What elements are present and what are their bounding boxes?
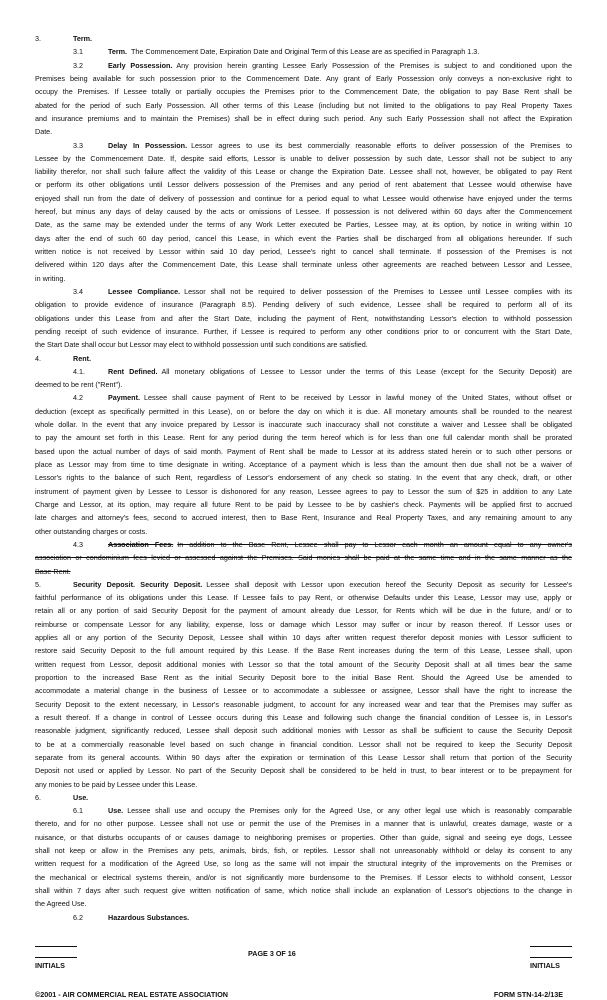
paragraph-line bbox=[35, 511, 572, 524]
paragraph-line bbox=[35, 724, 572, 737]
paragraph-line bbox=[35, 658, 572, 671]
paragraph-text: a result thereof. If a change in control of Lessee occurs during this Lease and following such change the financial condition of Lessee is, in Lessor's bbox=[35, 712, 572, 722]
paragraph-line bbox=[35, 458, 572, 471]
section-number: 6.1 bbox=[73, 806, 83, 816]
paragraph-text: restore said Security Deposit to the full amount required by this Lease. If the Base Rent increases during the term of this Lease, Lessee shall, upon bbox=[35, 646, 572, 656]
paragraph-text: enjoyed shall run from the date of delivery of possession and continue for a period equal to what Lessee would otherwise have enjoyed under the terms bbox=[35, 193, 572, 203]
paragraph-text: thereto, and for no other purpose. Lessee shall not use or permit the use of the Premises in a manner that is unlawful, creates damage, waste or a bbox=[35, 819, 572, 829]
paragraph-line bbox=[35, 631, 572, 644]
paragraph-line bbox=[35, 698, 572, 711]
paragraph-text: obligations under this Lease from and after the Start Date, including the payment of Rent, notwithstanding Lessor's election to withhold possession bbox=[35, 313, 572, 323]
paragraph-text: Premises being available for such possession prior to the Commencement Date. Any grant of Early Possession only conveys a non-exclusive right to bbox=[35, 73, 572, 83]
paragraph-line bbox=[35, 338, 572, 351]
paragraph-text: Lessor agrees to use its best commercially reasonable efforts to deliver possession of the Premises to bbox=[191, 140, 572, 150]
paragraph-text: Security Deposit to the extent necessary, in Lessor's reasonable judgment, to account for any increased wear and tear that the Premises may suffer as bbox=[35, 699, 572, 709]
paragraph-text: separate from its general accounts. Within 90 days after the expiration or termination of this Lease Lessor shall return that portion of the Security bbox=[35, 752, 572, 762]
paragraph-line bbox=[35, 751, 572, 764]
paragraph-text: Charge and Lessor, at its option, may require all future Rent to be paid by Lessee to be by cashier's check. Payments will be applied first to accrued bbox=[35, 499, 572, 509]
section-3-3 bbox=[35, 139, 572, 285]
paragraph-line bbox=[35, 272, 572, 285]
section-3-2 bbox=[35, 59, 572, 139]
paragraph-line bbox=[35, 471, 572, 484]
paragraph-first-line bbox=[35, 352, 572, 365]
paragraph-text: the Start Date shall occur but Lessor may elect to withhold possession until such conditions are satisfied. bbox=[35, 340, 368, 350]
paragraph-line bbox=[35, 684, 572, 697]
section-title: Delay In Possession. bbox=[108, 140, 188, 150]
paragraph-text: applies all or any portion of the Security Deposit, Lessee shall within 10 days after written request therefor deposit monies with Lessor sufficient to bbox=[35, 633, 572, 643]
section-4-1 bbox=[35, 365, 572, 392]
lease-document-body bbox=[35, 32, 572, 924]
section-title: Term. bbox=[108, 47, 128, 57]
section-number: 3.1 bbox=[73, 47, 83, 57]
paragraph-text: late charges and attorney's fees, second to accrued interest, then to Base Rent, Insurance and Real Property Taxes, and any remaining amount to any bbox=[35, 513, 572, 523]
section-title: Hazardous Substances. bbox=[108, 912, 190, 922]
paragraph-first-line bbox=[35, 139, 572, 152]
paragraph-line bbox=[35, 245, 572, 258]
section-title: Early Possession. bbox=[108, 60, 173, 70]
section-title: Use. bbox=[108, 806, 124, 816]
section-title: Term. bbox=[73, 34, 93, 43]
paragraph-line bbox=[35, 591, 572, 604]
paragraph-line bbox=[35, 431, 572, 444]
paragraph-line bbox=[35, 831, 572, 844]
section-5 bbox=[35, 578, 572, 791]
section-number: 3.3 bbox=[73, 140, 83, 150]
paragraph-first-line bbox=[35, 59, 572, 72]
paragraph-line bbox=[35, 525, 572, 538]
section-4 bbox=[35, 352, 572, 365]
paragraph-text: whole dollar. In the event that any invoice prepared by Lessor is inaccurate such inaccuracy shall not constitute a waiver and Lessee shall be obligated bbox=[35, 420, 572, 430]
paragraph-line bbox=[35, 99, 572, 112]
paragraph-line bbox=[35, 112, 572, 125]
paragraph-line bbox=[35, 72, 572, 85]
paragraph-text: reimburse or compensate Lessor for any liability, expense, loss or damage which Lessor may suffer or incur by reason thereof. If Lessor uses or bbox=[35, 619, 572, 629]
paragraph-line bbox=[35, 125, 572, 138]
section-number: 3. bbox=[35, 34, 41, 43]
section-number: 6.2 bbox=[73, 912, 83, 922]
paragraph-text: liability therefor, nor shall such failure affect the validity of this Lease or change the Expiration Date. Lessee shall not, however, be obligated to pay Rent bbox=[35, 167, 572, 177]
paragraph-text: written request from Lessor, deposit additional monies with Lessor so that the total amount of the Security Deposit shall at all times bear the same bbox=[35, 659, 572, 669]
paragraph-text: pending receipt of such evidence of insurance. Further, if Lessee is required to perform any other conditions prior to or concurrent with the Start Date, bbox=[35, 326, 572, 336]
paragraph-text: All monetary obligations of Lessee to Lessor under the terms of this Lease (except for the Security Deposit) are bbox=[161, 366, 572, 376]
paragraph-line bbox=[35, 817, 572, 830]
paragraph-line bbox=[35, 178, 572, 191]
section-number: 3.4 bbox=[73, 286, 83, 296]
section-number: 6. bbox=[35, 792, 41, 802]
paragraph-line bbox=[35, 205, 572, 218]
paragraph-text: written notice is not received by Lessor within said 10 day period, Lessee's right to cancel shall terminate. If possession of the Premises is not bbox=[35, 247, 572, 256]
paragraph-text: deduction (except as specifically permitted in this Lease), on or before the day on which it is due. All monetary amounts shall be rounded to the nearest bbox=[35, 406, 572, 416]
paragraph-text: Any provision herein granting Lessee Early Possession of the Premises is subject to and conditioned upon the bbox=[176, 60, 573, 70]
paragraph-text: days after the end of such 60 day period, cancel this Lease, in which event the Parties shall be discharged from all obligations hereunder. If such bbox=[35, 233, 572, 243]
paragraph-line bbox=[35, 565, 572, 578]
paragraph-first-line bbox=[35, 911, 572, 924]
paragraph-line bbox=[35, 778, 572, 791]
paragraph-text: Lessor shall not be required to deliver possession of the Premises to Lessee until Lessee complies with its bbox=[184, 286, 572, 296]
paragraph-line bbox=[35, 897, 572, 910]
paragraph-text: delivered within 120 days after the Commencement Date, this Lease shall terminate unless other agreements are reached between Lessor and Lessee, bbox=[35, 260, 572, 270]
initials-line-right bbox=[530, 946, 572, 947]
section-3-4 bbox=[35, 285, 572, 352]
paragraph-text: instrument of payment given by Lessee to Lessor is dishonored for any reason, Lessee agrees to pay to Lessor the sum of $25 in addition to any Late bbox=[35, 486, 572, 496]
section-number: 4. bbox=[35, 353, 41, 363]
paragraph-first-line bbox=[35, 538, 572, 551]
paragraph-line bbox=[35, 618, 572, 631]
section-6 bbox=[35, 791, 572, 804]
initials-line-left bbox=[35, 946, 77, 947]
paragraph-first-line bbox=[35, 45, 572, 58]
paragraph-text: association or condominium fees levied or assessed against the Premises. Said monies shall be paid at the same time and in the same manner as the bbox=[35, 553, 572, 563]
paragraph-line bbox=[35, 738, 572, 751]
paragraph-text: nuisance, or that disturbs occupants of or causes damage to neighboring premises or properties. Other than guide, signal and seeing eye dogs, Lessee bbox=[35, 832, 572, 842]
paragraph-text: abated for the period of such Early Possession. All other terms of this Lease (including but not limited to the obligations to pay Real Property Taxes bbox=[35, 100, 572, 110]
paragraph-text: other outstanding charges or costs. bbox=[35, 526, 148, 536]
paragraph-line bbox=[35, 405, 572, 418]
paragraph-line bbox=[35, 378, 572, 391]
paragraph-line bbox=[35, 445, 572, 458]
paragraph-line bbox=[35, 764, 572, 777]
paragraph-first-line bbox=[35, 391, 572, 404]
paragraph-text: accommodate a material change in the business of Lessee or to accommodate a sublessee or assignee, Lessor shall have the right to increase the bbox=[35, 686, 572, 696]
initials-line-right-2 bbox=[530, 957, 572, 958]
paragraph-text: In addition to the Base Rent, Lessee shall pay to Lessor each month an amount equal to any owner's bbox=[177, 539, 572, 549]
paragraph-text: Date, as the same may be extended under the terms of any Work Letter executed be Parties, Lessee may, at its option, by notice in writing within 10 bbox=[35, 220, 572, 230]
section-3 bbox=[35, 32, 572, 45]
paragraph-text: retain all or any portion of said Security Deposit for the payment of amount already due Lessor, for Rents which will be due in the future, and/ or to bbox=[35, 606, 572, 616]
section-4-2 bbox=[35, 391, 572, 537]
paragraph-text: any monies to be paid by Lessee under this Lease. bbox=[35, 779, 198, 789]
section-6-2 bbox=[35, 911, 572, 924]
paragraph-text: faithful performance of its obligations under this Lease. If Lessee fails to pay Rent, or otherwise Defaults under this Lease, Lessor may use, apply or bbox=[35, 593, 572, 603]
paragraph-line bbox=[35, 165, 572, 178]
section-number: 4.1. bbox=[73, 366, 85, 376]
section-4-3 bbox=[35, 538, 572, 578]
paragraph-text: obligation to provide evidence of insurance (Paragraph 8.5). Pending delivery of such evidence, Lessee shall be required to perform all of its bbox=[35, 300, 572, 310]
section-3-1 bbox=[35, 45, 572, 58]
paragraph-text: written request for a modification of the Agreed Use, so long as the same will not impair the structural integrity of the improvements on the Premises or bbox=[35, 859, 572, 869]
section-title: Use. bbox=[73, 792, 89, 802]
paragraph-first-line bbox=[35, 804, 572, 817]
initials-line-left-2 bbox=[35, 957, 77, 958]
paragraph-text: The Commencement Date, Expiration Date and Original Term of this Lease are as specified in Paragraph 1.3. bbox=[131, 47, 480, 57]
paragraph-text: or perform its other obligations until Lessor delivers possession of the Premises and any period of rent abatement that Lessee would otherwise have bbox=[35, 180, 572, 190]
section-title: Lessee Compliance. bbox=[108, 286, 181, 296]
paragraph-line bbox=[35, 671, 572, 684]
paragraph-line bbox=[35, 85, 572, 98]
paragraph-line bbox=[35, 152, 572, 165]
section-title: Association Fees. bbox=[108, 539, 174, 549]
paragraph-text: occupy the Premises. If Lessee totally or partially occupies the Premises prior to the Commencement Date, the obligation to pay Base Rent shall be bbox=[35, 87, 572, 97]
paragraph-line bbox=[35, 604, 572, 617]
paragraph-text: the mechanical or electrical systems therein, and/or is not significantly more burdensome to the Premises. If Lessor elects to withhold consent, Lessor bbox=[35, 872, 572, 882]
section-title: Security Deposit. Security Deposit. bbox=[73, 579, 203, 589]
paragraph-line bbox=[35, 844, 572, 857]
copyright-notice: ©2001 - AIR COMMERCIAL REAL ESTATE ASSOCIATION bbox=[35, 990, 228, 999]
paragraph-text: Base Rent. bbox=[35, 566, 71, 576]
form-number: FORM STN-14-2/13E bbox=[493, 990, 563, 999]
paragraph-text: to be at a commercially reasonable level based on such change in financial condition. Lessor shall not be required to keep the Security Deposit bbox=[35, 739, 572, 749]
paragraph-text: based upon the actual number of days of said month. Payment of Rent shall be made to Lessor at its address stated herein or to such other persons or bbox=[35, 446, 572, 456]
paragraph-text: Date. bbox=[35, 127, 53, 137]
paragraph-text: and insurance premiums and to maintain the Premises) shall be in effect during such period. Any such Early Possession shall not affect the Expiration bbox=[35, 113, 572, 123]
paragraph-text: to pay the amount set forth in this Lease. Rent for any period during the term hereof which is for less than one full calendar month shall be prorated bbox=[35, 433, 572, 443]
paragraph-line bbox=[35, 871, 572, 884]
paragraph-line bbox=[35, 258, 572, 271]
paragraph-line bbox=[35, 192, 572, 205]
paragraph-first-line bbox=[35, 578, 572, 591]
paragraph-line bbox=[35, 644, 572, 657]
paragraph-line bbox=[35, 325, 572, 338]
section-title: Rent. bbox=[73, 353, 91, 363]
paragraph-line bbox=[35, 218, 572, 231]
paragraph-text: deemed to be rent ("Rent"). bbox=[35, 380, 123, 390]
paragraph-text: hereof, but minus any days of delay caused by the acts or omissions of Lessee. If possession is not delivered within 60 days after the Commencement bbox=[35, 207, 572, 217]
section-number: 4.3 bbox=[73, 539, 83, 549]
paragraph-first-line bbox=[35, 791, 572, 804]
initials-label-left: INITIALS bbox=[35, 961, 65, 970]
paragraph-text: shall within 7 days after such request give written notification of same, which notice shall include an explanation of Lessor's objections to the change in bbox=[35, 886, 572, 895]
paragraph-first-line bbox=[35, 32, 572, 45]
initials-label-right: INITIALS bbox=[530, 961, 560, 970]
section-6-1 bbox=[35, 804, 572, 911]
paragraph-line bbox=[35, 884, 572, 897]
paragraph-line bbox=[35, 498, 572, 511]
section-title: Rent Defined. bbox=[108, 366, 158, 376]
paragraph-text: the Agreed Use. bbox=[35, 899, 87, 909]
paragraph-first-line bbox=[35, 285, 572, 298]
paragraph-line bbox=[35, 418, 572, 431]
section-title: Payment. bbox=[108, 393, 140, 403]
paragraph-text: Deposit not used or applied by Lessor. No part of the Security Deposit shall be considered to be held in trust, to bear interest or to be prepayment for bbox=[35, 766, 572, 776]
paragraph-text: Lessee shall cause payment of Rent to be received by Lessor in lawful money of the United States, without offset or bbox=[143, 393, 572, 403]
paragraph-line bbox=[35, 312, 572, 325]
paragraph-line bbox=[35, 711, 572, 724]
paragraph-first-line bbox=[35, 365, 572, 378]
paragraph-line bbox=[35, 232, 572, 245]
paragraph-line bbox=[35, 485, 572, 498]
paragraph-line bbox=[35, 857, 572, 870]
paragraph-text: proportion to the increased Base Rent as the initial Security Deposit bore to the initial Base Rent. Should the Agreed Use be amended to bbox=[35, 673, 572, 682]
paragraph-text: shall not keep or allow in the Premises any pets, animals, birds, fish, or reptiles. Lessor shall not unreasonably withhold or delay its consent to any bbox=[35, 846, 572, 856]
paragraph-line bbox=[35, 298, 572, 311]
page-number: PAGE 3 OF 16 bbox=[248, 949, 296, 958]
section-number: 4.2 bbox=[73, 393, 83, 403]
paragraph-text: Lessor's rights to the balance of such Rent, regardless of Lessor's endorsement of any check so stating. In the event that any check, draft, or other bbox=[35, 473, 572, 483]
paragraph-line bbox=[35, 551, 572, 564]
paragraph-text: Lessee by the Commencement Date. If, despite said efforts, Lessor is unable to deliver possession by such date, Lessor shall not be subject to any bbox=[35, 153, 572, 163]
section-number: 3.2 bbox=[73, 60, 83, 70]
paragraph-text: Lessee shall deposit with Lessor upon execution hereof the Security Deposit as security for Lessee's bbox=[206, 579, 573, 589]
paragraph-text: reasonable judgment, significantly reduced, Lessee shall deposit such additional monies with Lessor as shall be sufficient to cause the Security Deposit bbox=[35, 726, 572, 736]
section-number: 5. bbox=[35, 579, 41, 589]
paragraph-text: Lessee shall use and occupy the Premises only for the Agreed Use, or any other legal use which is reasonably comparable bbox=[127, 806, 572, 816]
paragraph-text: in writing. bbox=[35, 273, 66, 283]
paragraph-text: place as Lessor may from time to time designate in writing. Acceptance of a payment which is less than the amount then due shall not be a waiver of bbox=[35, 460, 572, 469]
